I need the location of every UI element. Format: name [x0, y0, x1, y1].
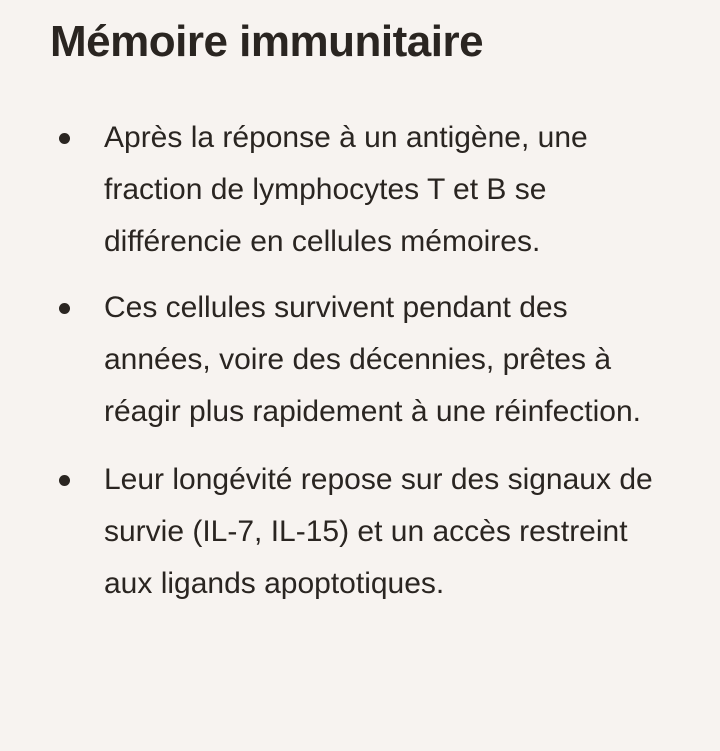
- list-item: [50, 112, 680, 268]
- bullet-icon: [59, 133, 70, 144]
- bullet-text: Après la réponse à un antigène, une fraction de lymphocytes T et B se différencie en cellules mémoires.: [104, 121, 588, 258]
- page-title: Mémoire immunitaire: [50, 17, 484, 66]
- list-item: [50, 282, 680, 438]
- bullet-icon: [59, 475, 70, 486]
- bullet-text: Leur longévité repose sur des signaux de survie (IL-7, IL-15) et un accès restreint aux ligands apoptotiques.: [104, 463, 653, 600]
- bullet-text: Ces cellules survivent pendant des années, voire des décennies, prêtes à réagir plus rapidement à une réinfection.: [104, 291, 641, 428]
- bullet-list: [50, 112, 680, 610]
- bullet-icon: [59, 303, 70, 314]
- list-item: [50, 454, 680, 610]
